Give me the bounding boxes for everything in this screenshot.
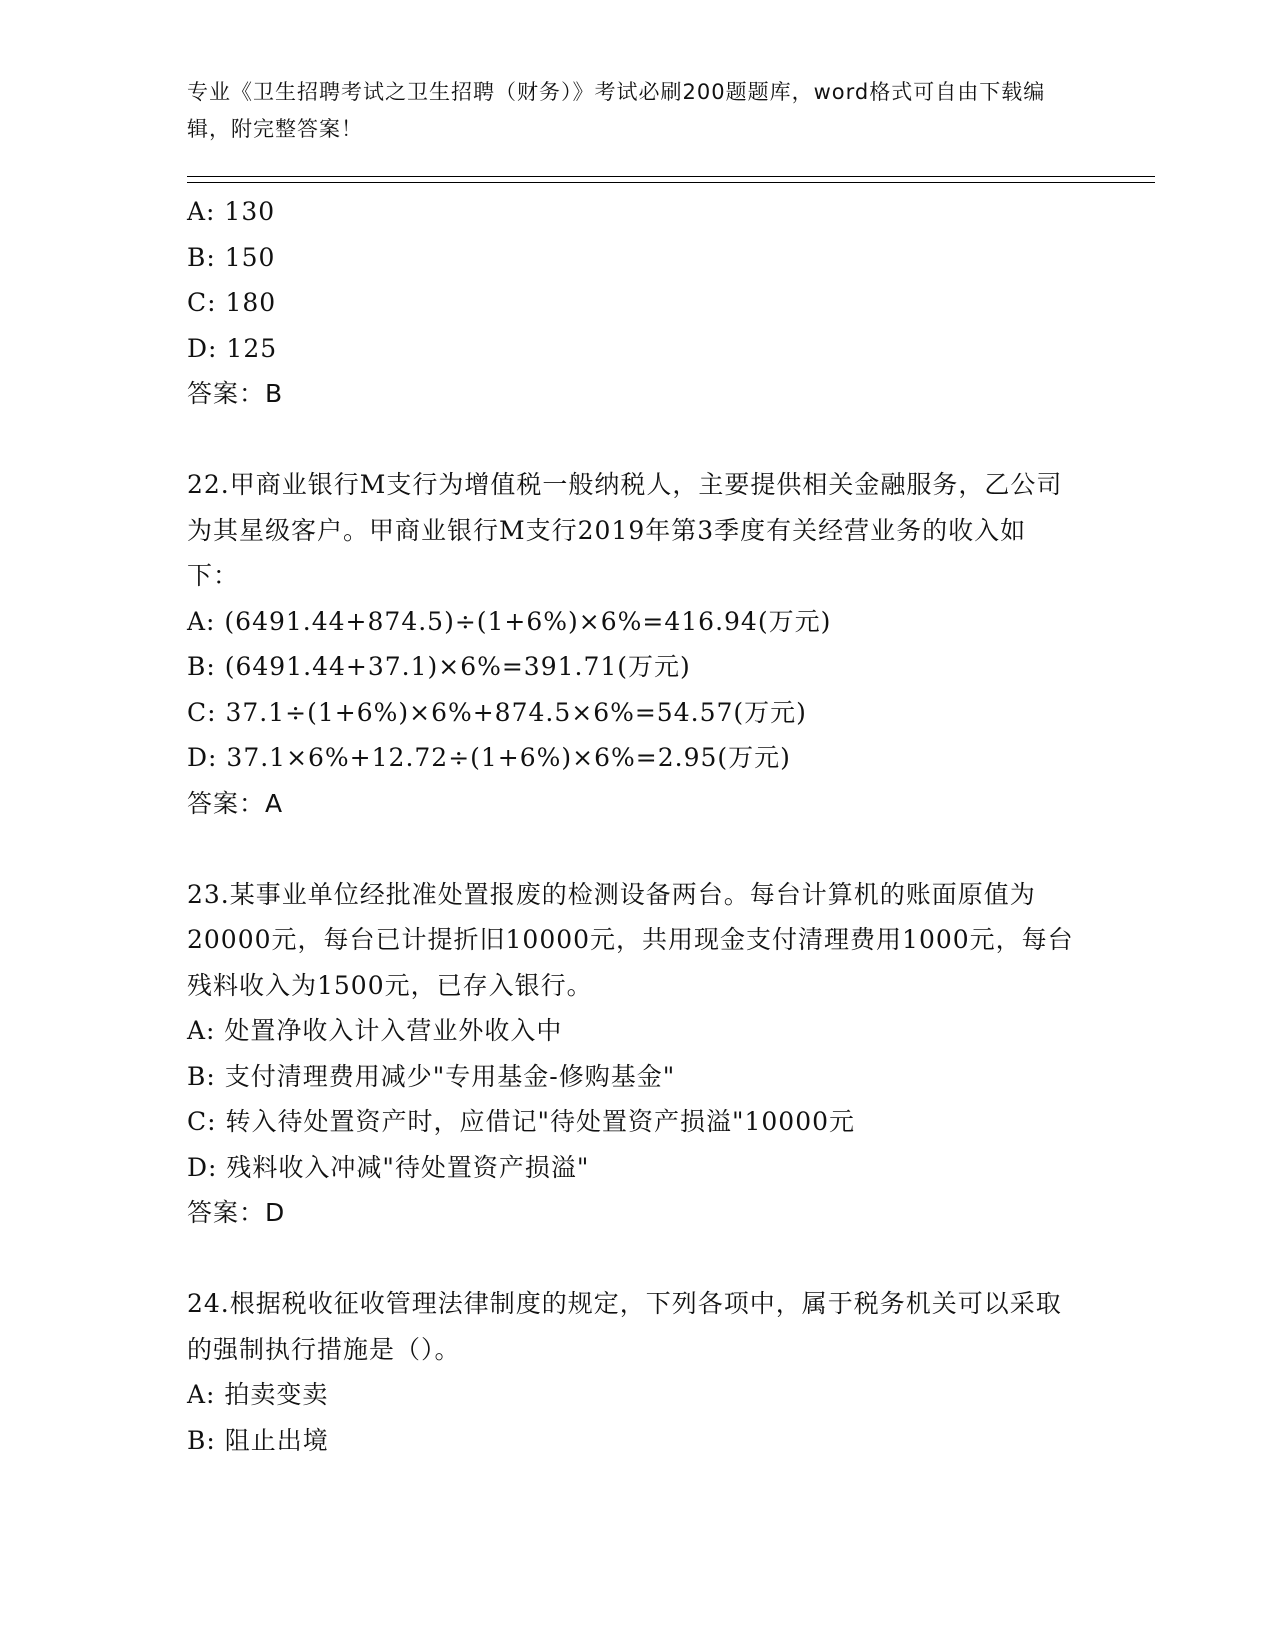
question-stem: 24.根据税收征收管理法律制度的规定，下列各项中，属于税务机关可以采取的强制执行措施是（）。: [187, 1289, 1062, 1364]
option-c: C: 转入待处置资产时，应借记"待处置资产损溢"10000元: [187, 1107, 856, 1136]
page-header: 专业《卫生招聘考试之卫生招聘（财务）》考试必刷200题题库，word格式可自由下载编辑，附完整答案！: [187, 80, 1046, 141]
answer: 答案：B: [187, 379, 284, 408]
option-d: D: 37.1×6%+12.72÷(1+6%)×6%=2.95(万元): [187, 743, 791, 772]
option-b: B: 阻止出境: [187, 1425, 329, 1455]
option-b: B: 支付清理费用减少"专用基金-修购基金": [187, 1061, 676, 1091]
option-a: A: 130: [187, 197, 276, 226]
header-rule-bottom: [187, 182, 1155, 183]
option-a: A: 拍卖变卖: [187, 1380, 329, 1409]
spacer: [187, 826, 1087, 872]
question-stem: 22.甲商业银行M支行为增值税一般纳税人，主要提供相关金融服务，乙公司为其星级客户。甲商业银行M支行2019年第3季度有关经营业务的收入如下：: [187, 470, 1063, 590]
option-c: C: 180: [187, 288, 277, 317]
option-a: A: (6491.44+874.5)÷(1+6%)×6%=416.94(万元): [187, 606, 832, 636]
option-b: B: 150: [187, 242, 276, 272]
question-list: [187, 189, 1087, 1463]
question-23: [187, 872, 1087, 1236]
spacer: [187, 417, 1087, 463]
option-d: D: 125: [187, 333, 278, 363]
spacer: [187, 1236, 1087, 1282]
question-21: [187, 189, 1087, 417]
option-b: B: (6491.44+37.1)×6%=391.71(万元): [187, 652, 691, 681]
question-22: [187, 462, 1087, 826]
option-a: A: 处置净收入计入营业外收入中: [187, 1016, 563, 1045]
answer: 答案：D: [187, 1198, 286, 1227]
option-c: C: 37.1÷(1+6%)×6%+874.5×6%=54.57(万元): [187, 697, 807, 727]
question-24: [187, 1281, 1087, 1463]
option-d: D: 残料收入冲减"待处置资产损溢": [187, 1152, 590, 1182]
question-stem: 23.某事业单位经批准处置报废的检测设备两台。每台计算机的账面原值为20000元，每台已计提折旧10000元，共用现金支付清理费用1000元，每台残料收入为1500元，已存入银行。: [187, 879, 1074, 1000]
header-rule-top: [187, 176, 1155, 177]
answer: 答案：A: [187, 788, 284, 818]
